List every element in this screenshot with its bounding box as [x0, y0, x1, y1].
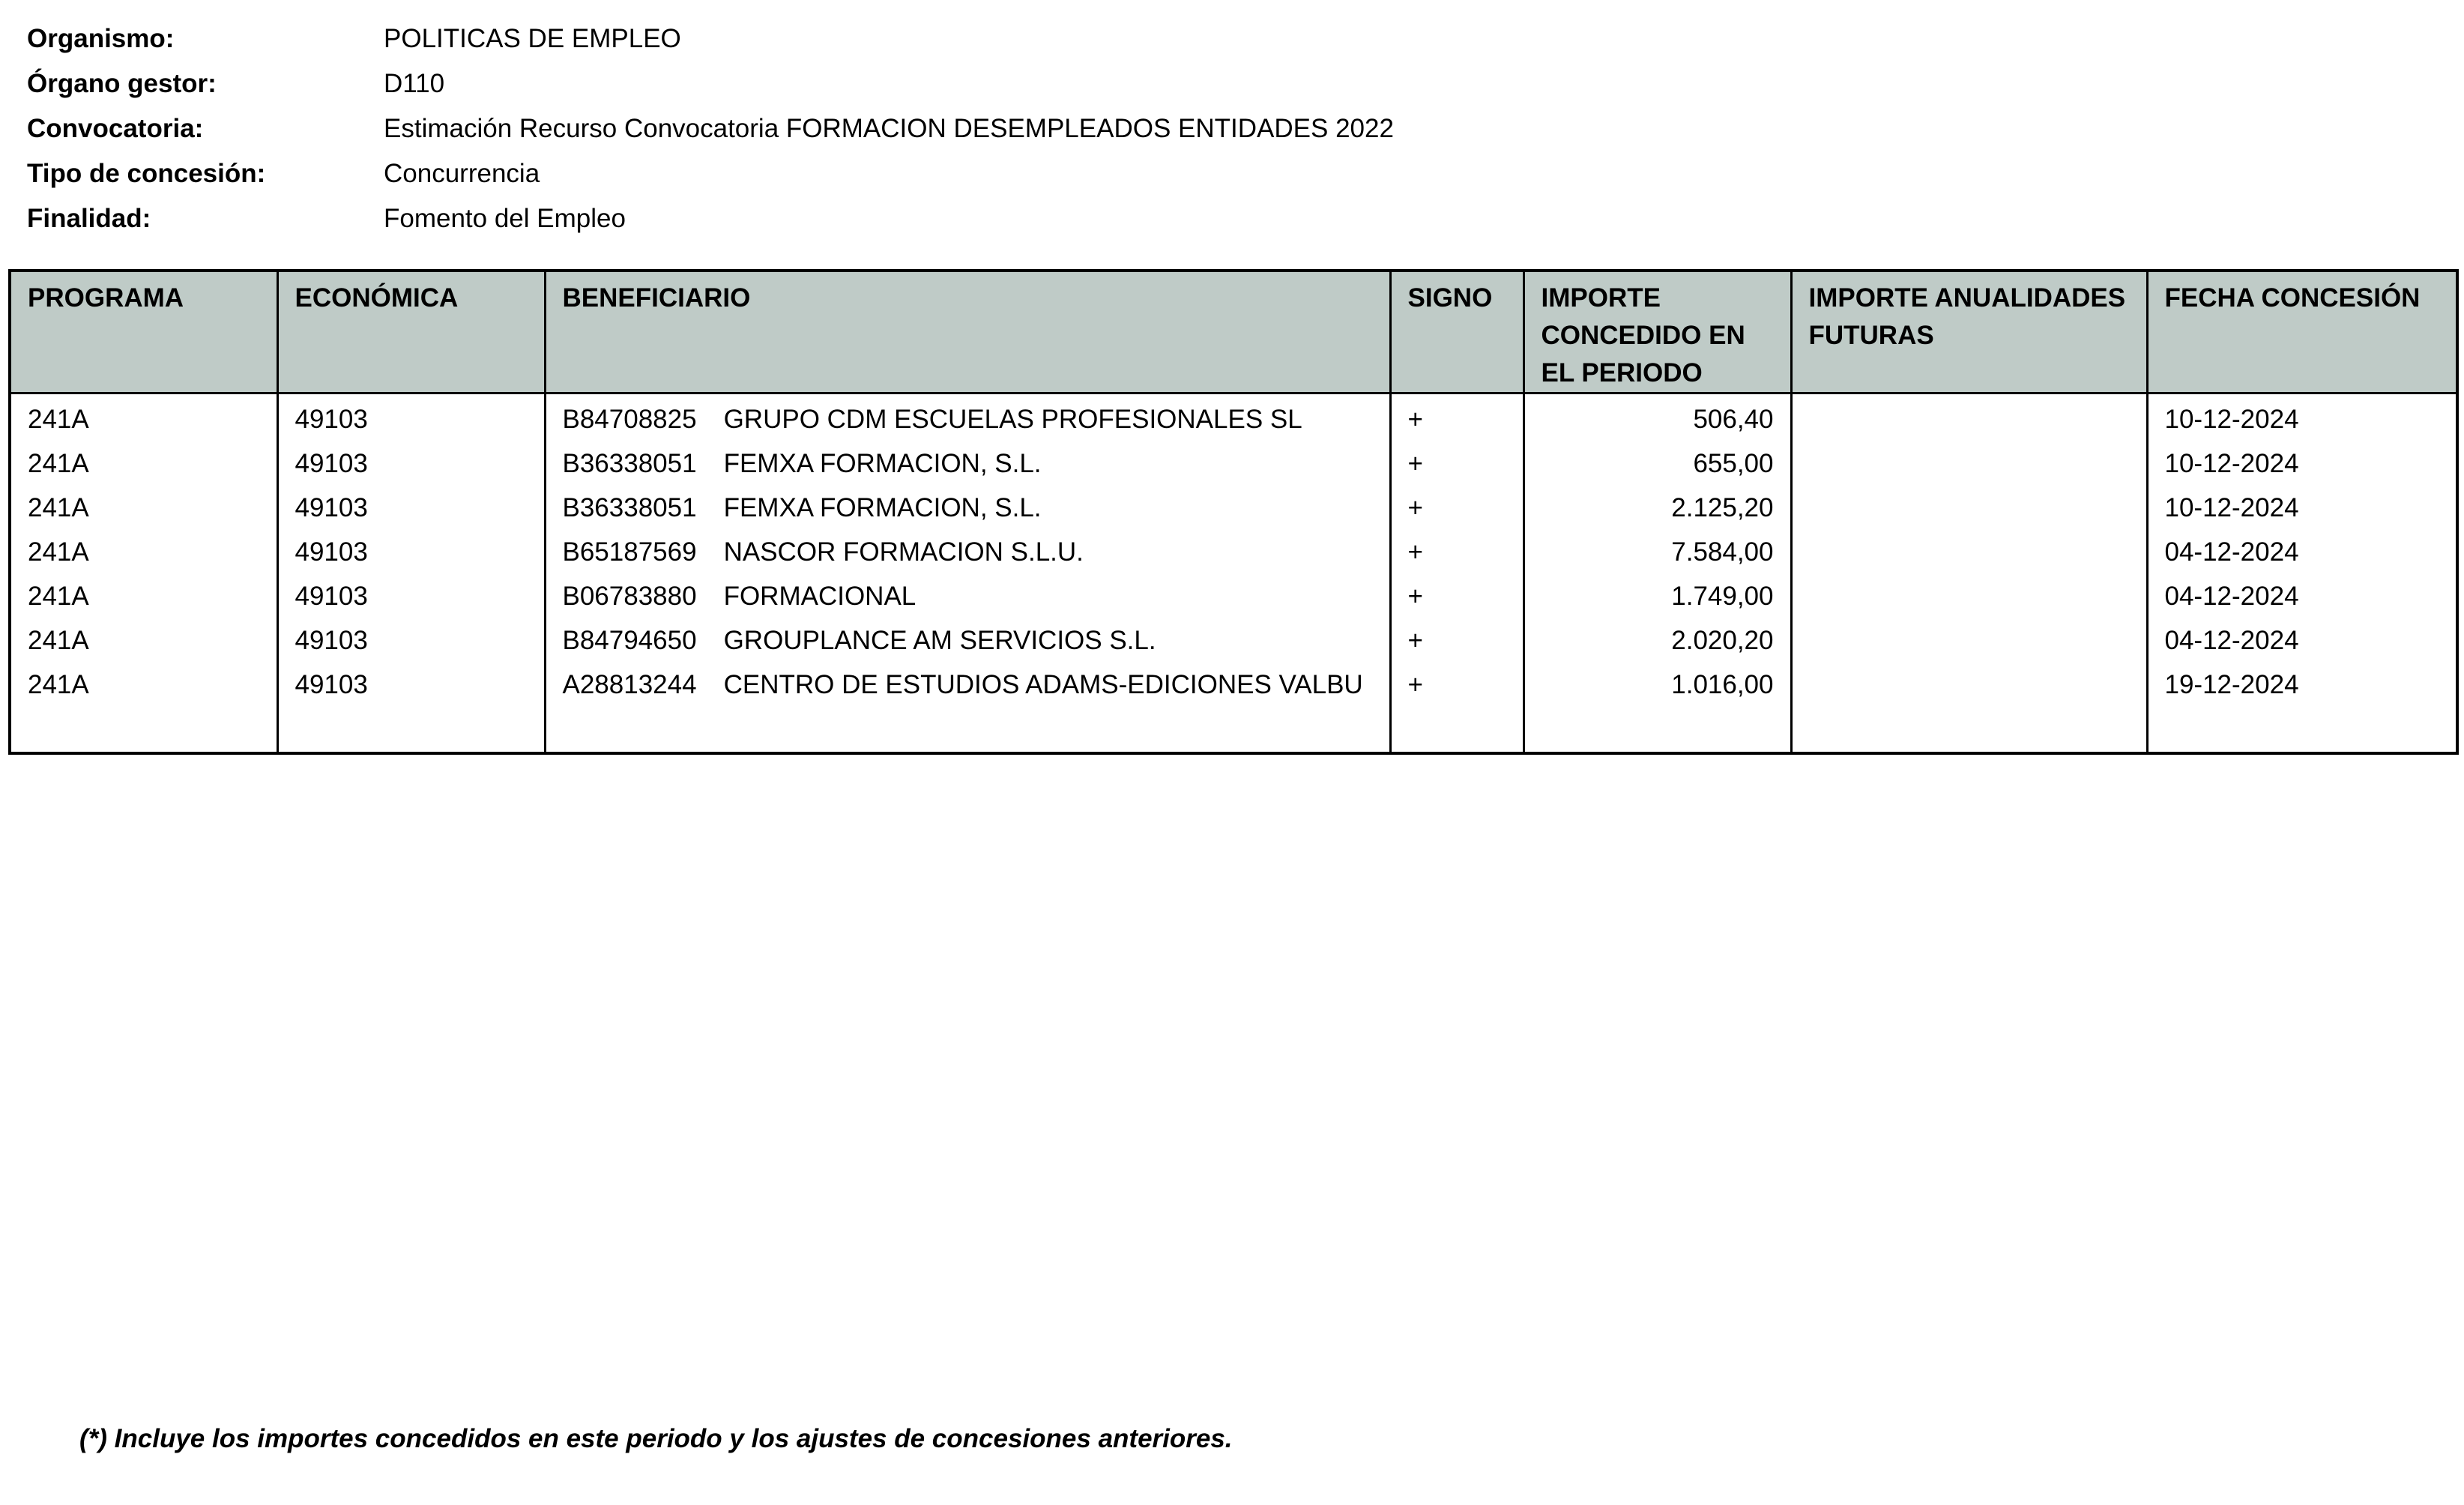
cell-fecha: 04-12-2024 — [2147, 615, 2457, 660]
beneficiario-nif: B84708825 — [562, 405, 697, 434]
cell-programa: 241A — [28, 449, 89, 478]
cell-signo: + — [1390, 393, 1524, 439]
finalidad-row — [27, 196, 1394, 241]
convocatoria-value: Estimación Recurso Convocatoria FORMACION DESEMPLEADOS ENTIDADES 2022 — [384, 114, 1394, 143]
cell-futuras — [1791, 660, 2147, 753]
beneficiario-nif: B06783880 — [562, 582, 697, 611]
beneficiario-nombre: FEMXA FORMACION, S.L. — [723, 449, 1042, 478]
cell-importe: 2.020,20 — [1524, 615, 1791, 660]
beneficiario-nombre: FORMACIONAL — [723, 582, 917, 611]
document-header — [27, 16, 1394, 241]
cell-beneficiario — [545, 571, 1390, 615]
cell-beneficiario — [545, 527, 1390, 571]
beneficiario-nif: A28813244 — [562, 670, 697, 699]
beneficiario-nif: B36338051 — [562, 449, 697, 478]
organismo-row — [27, 16, 1394, 61]
beneficiario-nif: B36338051 — [562, 493, 697, 522]
cell-signo: + — [1390, 571, 1524, 615]
cell-importe: 506,40 — [1524, 393, 1791, 439]
cell-economica: 49103 — [277, 483, 545, 527]
cell-beneficiario — [545, 438, 1390, 483]
cell-beneficiario — [545, 660, 1390, 753]
col-header-importe-futuras: IMPORTE ANUALIDADES FUTURAS — [1791, 271, 2147, 393]
cell-fecha: 04-12-2024 — [2147, 527, 2457, 571]
cell-futuras — [1791, 393, 2147, 439]
organo-gestor-value: D110 — [384, 69, 445, 98]
col-header-fecha: FECHA CONCESIÓN — [2147, 271, 2457, 393]
tipo-concesion-value: Concurrencia — [384, 159, 540, 188]
convocatoria-label: Convocatoria: — [27, 114, 204, 143]
organo-gestor-label: Órgano gestor: — [27, 69, 217, 98]
organismo-label: Organismo: — [27, 24, 175, 53]
cell-programa: 241A — [28, 670, 89, 699]
cell-economica: 49103 — [277, 393, 545, 439]
col-header-importe-concedido: IMPORTE CONCEDIDO EN EL PERIODO — [1524, 271, 1791, 393]
organismo-value: POLITICAS DE EMPLEO — [384, 24, 681, 53]
cell-signo: + — [1390, 660, 1524, 753]
table-header-row — [10, 271, 2457, 393]
table-row — [10, 571, 2457, 615]
convocatoria-row — [27, 106, 1394, 151]
col-header-beneficiario: BENEFICIARIO — [545, 271, 1390, 393]
cell-economica: 49103 — [277, 615, 545, 660]
cell-signo: + — [1390, 615, 1524, 660]
beneficiario-nombre: GROUPLANCE AM SERVICIOS S.L. — [723, 626, 1156, 655]
cell-futuras — [1791, 483, 2147, 527]
beneficiario-nombre: GRUPO CDM ESCUELAS PROFESIONALES SL — [723, 405, 1302, 434]
beneficiario-nif: B65187569 — [562, 537, 697, 567]
cell-fecha: 19-12-2024 — [2147, 660, 2457, 753]
cell-programa: 241A — [28, 626, 89, 655]
tipo-concesion-label: Tipo de concesión: — [27, 159, 266, 188]
cell-importe: 2.125,20 — [1524, 483, 1791, 527]
cell-programa: 241A — [28, 405, 89, 434]
cell-importe: 655,00 — [1524, 438, 1791, 483]
cell-futuras — [1791, 615, 2147, 660]
cell-importe: 7.584,00 — [1524, 527, 1791, 571]
table-row — [10, 483, 2457, 527]
cell-economica: 49103 — [277, 660, 545, 753]
cell-signo: + — [1390, 483, 1524, 527]
beneficiario-nombre: FEMXA FORMACION, S.L. — [723, 493, 1042, 522]
cell-importe: 1.016,00 — [1524, 660, 1791, 753]
finalidad-label: Finalidad: — [27, 204, 151, 233]
table-row — [10, 527, 2457, 571]
col-header-signo: SIGNO — [1390, 271, 1524, 393]
beneficiario-nombre: CENTRO DE ESTUDIOS ADAMS-EDICIONES VALBU — [723, 670, 1363, 699]
cell-economica: 49103 — [277, 571, 545, 615]
table-row — [10, 393, 2457, 439]
col-header-economica: ECONÓMICA — [277, 271, 545, 393]
cell-programa: 241A — [28, 582, 89, 611]
cell-beneficiario — [545, 483, 1390, 527]
cell-economica: 49103 — [277, 438, 545, 483]
cell-fecha: 10-12-2024 — [2147, 393, 2457, 439]
cell-programa: 241A — [28, 537, 89, 567]
cell-fecha: 10-12-2024 — [2147, 483, 2457, 527]
table-row — [10, 660, 2457, 753]
cell-importe: 1.749,00 — [1524, 571, 1791, 615]
table-row — [10, 615, 2457, 660]
cell-fecha: 10-12-2024 — [2147, 438, 2457, 483]
cell-economica: 49103 — [277, 527, 545, 571]
col-header-programa: PROGRAMA — [10, 271, 277, 393]
beneficiario-nombre: NASCOR FORMACION S.L.U. — [723, 537, 1084, 567]
cell-futuras — [1791, 438, 2147, 483]
cell-futuras — [1791, 571, 2147, 615]
footnote: (*) Incluye los importes concedidos en este periodo y los ajustes de concesiones anteriores. — [79, 1424, 1233, 1453]
cell-signo: + — [1390, 438, 1524, 483]
beneficiario-nif: B84794650 — [562, 626, 697, 655]
cell-beneficiario — [545, 393, 1390, 439]
cell-signo: + — [1390, 527, 1524, 571]
cell-fecha: 04-12-2024 — [2147, 571, 2457, 615]
cell-beneficiario — [545, 615, 1390, 660]
table-row — [10, 438, 2457, 483]
grants-table — [8, 269, 2459, 755]
organo-gestor-row — [27, 61, 1394, 106]
cell-futuras — [1791, 527, 2147, 571]
cell-programa: 241A — [28, 493, 89, 522]
tipo-concesion-row — [27, 151, 1394, 196]
finalidad-value: Fomento del Empleo — [384, 204, 626, 233]
